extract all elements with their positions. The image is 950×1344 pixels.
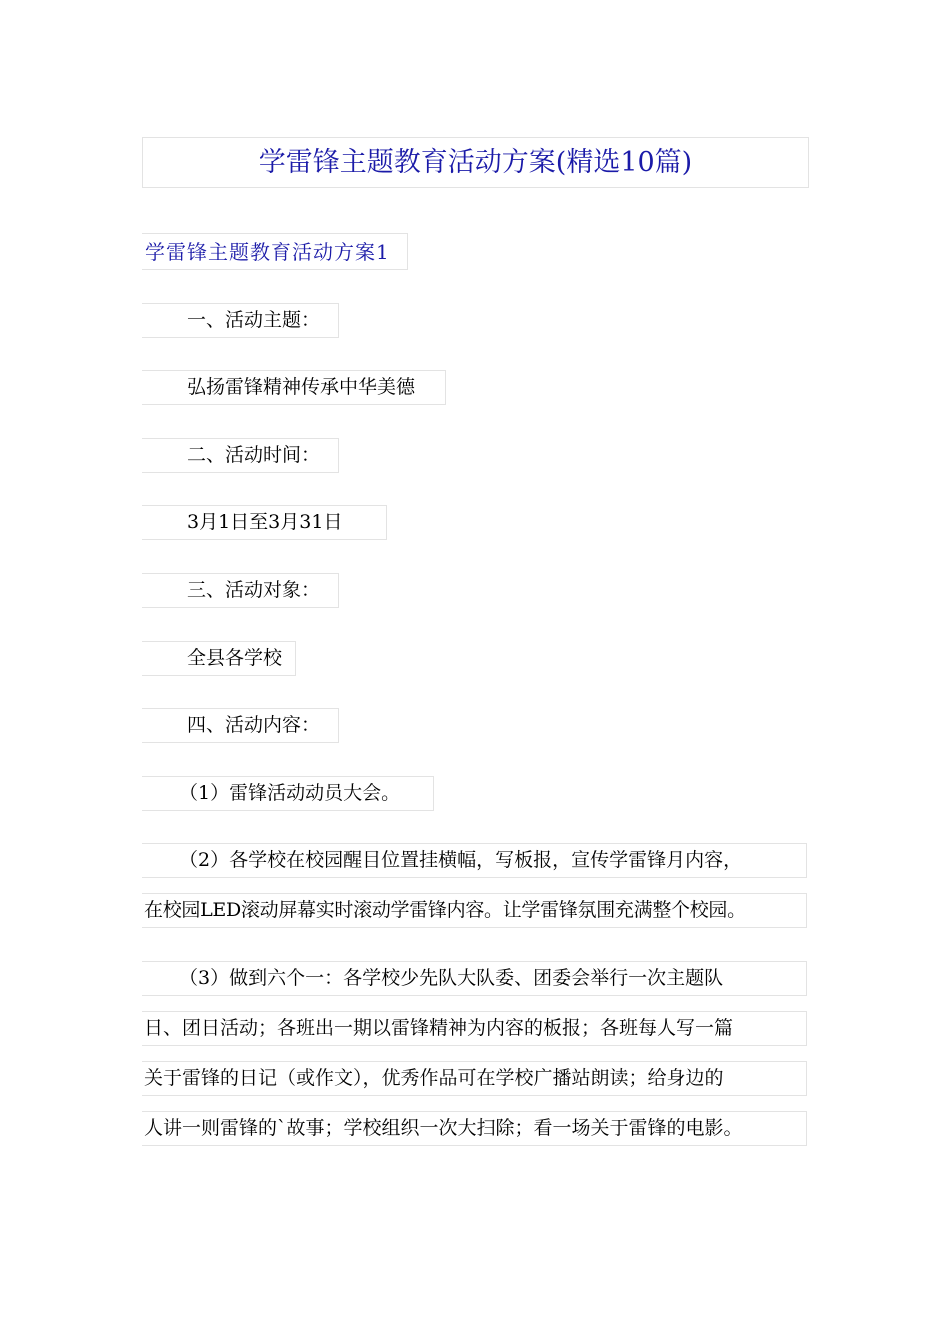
content-item-1: （1）雷锋活动动员大会。 (142, 776, 434, 811)
target-text: 全县各学校 (142, 641, 296, 676)
theme-heading: 一、活动主题： (142, 303, 339, 338)
time-text: 3月1日至3月31日 (142, 505, 387, 540)
content-heading: 四、活动内容： (142, 708, 339, 743)
content-item-3-line-4: 人讲一则雷锋的`故事；学校组织一次大扫除；看一场关于雷锋的电影。 (142, 1111, 807, 1146)
content-item-2-line-2: 在校园LED滚动屏幕实时滚动学雷锋内容。让学雷锋氛围充满整个校园。 (142, 893, 807, 928)
content-item-3-line-3: 关于雷锋的日记（或作文），优秀作品可在学校广播站朗读；给身边的 (142, 1061, 807, 1096)
theme-text: 弘扬雷锋精神传承中华美德 (142, 370, 446, 405)
document-title: 学雷锋主题教育活动方案(精选10篇) (142, 137, 809, 188)
content-item-3-line-2: 日、团日活动；各班出一期以雷锋精神为内容的板报；各班每人写一篇 (142, 1011, 807, 1046)
plan-subtitle: 学雷锋主题教育活动方案1 (142, 233, 408, 270)
content-item-2-line-1: （2）各学校在校园醒目位置挂横幅，写板报，宣传学雷锋月内容， (142, 843, 807, 878)
time-heading: 二、活动时间： (142, 438, 339, 473)
content-item-3-line-1: （3）做到六个一：各学校少先队大队委、团委会举行一次主题队 (142, 961, 807, 996)
target-heading: 三、活动对象： (142, 573, 339, 608)
